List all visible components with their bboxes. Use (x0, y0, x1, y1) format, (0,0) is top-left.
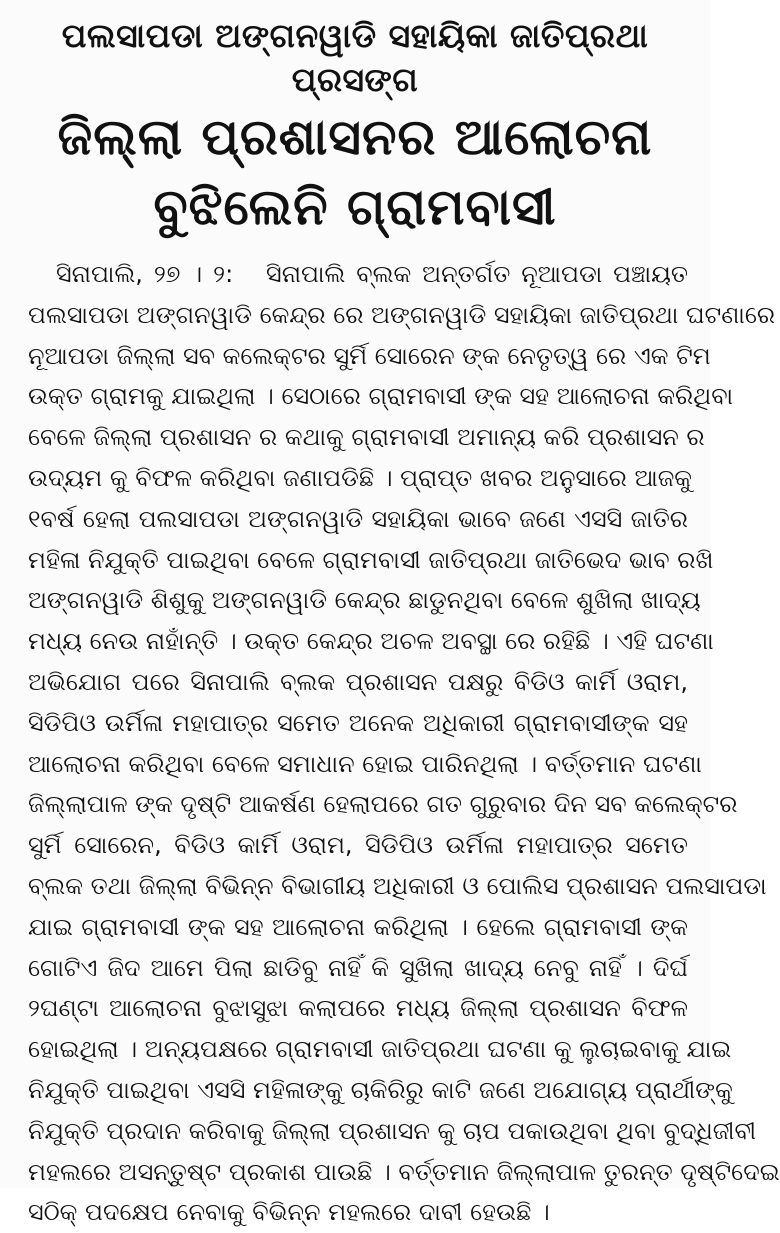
article-line: ନୂଆପଡା ଜିଲ୍ଲା ସବ କଲେକ୍ଟର ସୁର୍ମି ସୋରେନ ଙ୍କ ନେତୃତ୍ୱ ରେ ଏକ ଟିମ (28, 341, 711, 370)
headline-title-line-2: ବୁଝିଲେନି ଗ୍ରାମବାସୀ (153, 178, 557, 236)
article-line: ମଧ୍ୟ ନେଉ ନାହାଁନ୍ତି । ଉକ୍ତ କେନ୍ଦ୍ର ଅଚଳ ଅବସ୍ଥା ରେ ରହିଛି । ଏହି ଘଟଣା (28, 627, 714, 656)
article-line: ଉକ୍ତ ଗ୍ରାମକୁ ଯାଇଥିଲା । ସେଠାରେ ଗ୍ରାମବାସୀ ଙ୍କ ସହ ଆଲୋଚନା କରିଥିବା (28, 382, 734, 411)
article-line: ପଲସାପଡା ଅଙ୍ଗନୱାଡି କେନ୍ଦ୍ର ରେ ଅଙ୍ଗନୱାଡି ସହାୟିକା ଜାତିପ୍ରଥା ଘଟଣାରେ (28, 300, 776, 329)
article-line: ଅଙ୍ଗନୱାଡି ଶିଶୁକୁ ଅଙ୍ଗନୱାଡି କେନ୍ଦ୍ର ଛାଡୁନଥିବା ବେଳେ ଶୁଖିଲା ଖାଦ୍ୟ (28, 586, 701, 615)
headline-kicker: ପଲସାପଡା ଅଙ୍ଗନୱାଡି ସହାୟିକା ଜାତିପ୍ରଥା ପ୍ରସଙ୍ଗ (61, 16, 649, 99)
article-line: ଆଲୋଚନା କରିଥିବା ବେଳେ ସମାଧାନ ହୋଇ ପାରିନଥିଲା । ବର୍ତ୍ତମାନ ଘଟଣା (28, 749, 702, 778)
article-line: ନିଯୁକ୍ତି ପ୍ରଦାନ କରିବାକୁ ଜିଲ୍ଲା ପ୍ରଶାସନ କୁ ଚାପ ପକାଉଥିବା ଥିବା ବୁଦ୍ଧିଜୀବୀ (28, 1116, 757, 1145)
article-body (18, 254, 780, 1233)
article-line: ସୁର୍ମି ସୋରେନ, ବିଡିଓ କାର୍ମି ଓରାମ, ସିଡିପିଓ ଉର୍ମିଳା ମହାପାତ୍ର ସମେତ (28, 831, 688, 860)
article-line (28, 254, 688, 295)
article-line: ମହିଳା ନିଯୁକ୍ତି ପାଇଥିବା ବେଳେ ଗ୍ରାମବାସୀ ଜାତିପ୍ରଥା ଜାତିଭେଦ ଭାବ ରଖି (28, 545, 714, 574)
article-line-text: ସିନାପାଲି ବ୍ଲକ ଅନ୍ତର୍ଗତ ନୂଆପଡା ପଞ୍ଚାୟତ (266, 260, 688, 288)
dateline: ସିନାପାଲି, ୨୭ । ୨: (56, 260, 234, 288)
headline-title-line-1: ଜିଲ୍ଲା ପ୍ରଶାସନର ଆଲୋଚନା (57, 108, 653, 166)
article-line: ବ୍ଲକ ତଥା ଜିଲ୍ଲା ବିଭିନ୍ନ ବିଭାଗୀୟ ଅଧିକାରୀ ଓ ପୋଲିସ ପ୍ରଶାସନ ପଲସାପଡା (28, 871, 767, 900)
article-line: ହୋଇଥିଲା । ଅନ୍ୟପକ୍ଷରେ ଗ୍ରାମବାସୀ ଜାତିପ୍ରଥା ଘଟଣା କୁ ଲୁଚାଇବାକୁ ଯାଇ (28, 1035, 732, 1064)
article-line: ୧ବର୍ଷ ହେଲା ପଲସାପଡା ଅଙ୍ଗନୱାଡି ସହାୟିକା ଭାବେ ଜଣେ ଏସସି ଜାତିର (28, 504, 688, 533)
article-line: ଜିଲ୍ଲାପାଳ ଙ୍କ ଦୃଷ୍ଟି ଆକର୍ଷଣ ହେଲାପରେ ଗତ ଗୁରୁବାର ଦିନ ସବ କଲେକ୍ଟର (28, 790, 738, 819)
article-line: ୨ଘଣ୍ଟା ଆଲୋଚନା ବୁଝାସୁଝା କଲାପରେ ମଧ୍ୟ ଜିଲ୍ଲା ପ୍ରଶାସନ ବିଫଳ (28, 994, 688, 1023)
article-line: ଗୋଟିଏ ଜିଦ ଆମେ ପିଲା ଛାଡିବୁ ନାହିଁ କି ସୁଖିଲା ଖାଦ୍ୟ ନେବୁ ନାହିଁ । ଦିର୍ଘ (28, 953, 688, 982)
article-line: ନିଯୁକ୍ତି ପାଇଥିବା ଏସସି ମହିଳାଙ୍କୁ ଚାକିରିରୁ କାଟି ଜଣେ ଅଯୋଗ୍ୟ ପ୍ରାର୍ଥୀଙ୍କୁ (28, 1075, 733, 1104)
article-line: ମହଲରେ ଅସନ୍ତୁଷ୍ଟ ପ୍ରକାଶ ପାଉଛି । ବର୍ତ୍ତମାନ ଜିଲ୍ଲାପାଳ ତୁରନ୍ତ ଦୃଷ୍ଟିଦେଇ (28, 1157, 780, 1186)
article-line: ଯାଇ ଗ୍ରାମବାସୀ ଙ୍କ ସହ ଆଲୋଚନା କରିଥିଲା । ହେଲେ ଗ୍ରାମବାସୀ ଙ୍କ (28, 912, 688, 941)
article-line: ଉଦ୍ୟମ କୁ ବିଫଳ କରିଥିବା ଜଣାପଡିଛି । ପ୍ରାପ୍ତ ଖବର ଅନୁସାରେ ଆଜକୁ (28, 463, 693, 492)
article-line: ବେଳେ ଜିଲ୍ଲା ପ୍ରଶାସନ ର କଥାକୁ ଗ୍ରାମବାସୀ ଅମାନ୍ୟ କରି ପ୍ରଶାସନ ର (28, 423, 705, 452)
article-line: ସିଡିପିଓ ଉର୍ମିଳା ମହାପାତ୍ର ସମେତ ଅନେକ ଅଧିକାରୀ ଗ୍ରାମବାସୀଙ୍କ ସହ (28, 708, 688, 737)
article-line: ସଠିକ୍ ପଦକ୍ଷେପ ନେବାକୁ ବିଭିନ୍ନ ମହଲରେ ଦାବୀ ହେଉଛି । (28, 1198, 550, 1227)
article-line: ଅଭିଯୋଗ ପରେ ସିନାପାଲି ବ୍ଲକ ପ୍ରଶାସନ ପକ୍ଷରୁ ବିଡିଓ କାର୍ମି ଓରାମ, (28, 667, 688, 696)
